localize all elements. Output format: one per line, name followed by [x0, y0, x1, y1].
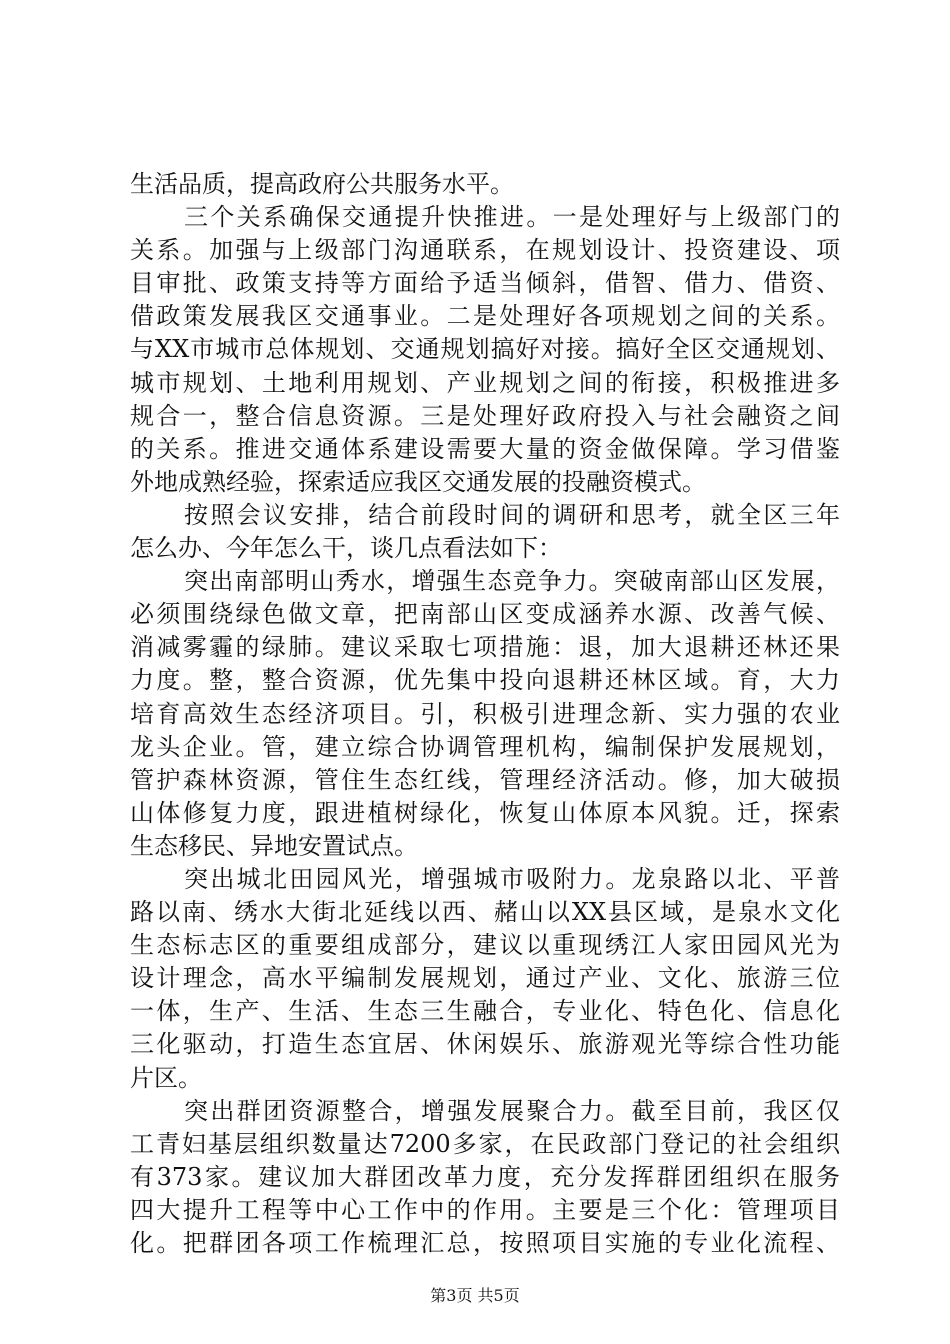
text-line: 与XX市城市总体规划、交通规划搞好对接。搞好全区交通规划、 [130, 335, 840, 364]
text-line: 片区。 [130, 1063, 202, 1092]
text-line: 规合一，整合信息资源。三是处理好政府投入与社会融资之间 [130, 401, 840, 430]
text-line: 山体修复力度，跟进植树绿化，恢复山体原本风貌。迁，探索 [130, 798, 840, 827]
text-line: 生态移民、异地安置试点。 [130, 831, 418, 860]
text-line: 借政策发展我区交通事业。二是处理好各项规划之间的关系。 [130, 302, 840, 331]
text-line: 设计理念，高水平编制发展规划，通过产业、文化、旅游三位 [130, 964, 840, 993]
text-line: 生态标志区的重要组成部分，建议以重现绣江人家田园风光为 [130, 931, 840, 960]
paragraph [130, 499, 840, 565]
text-line: 目审批、政策支持等方面给予适当倾斜，借智、借力、借资、 [130, 269, 840, 298]
text-line: 关系。加强与上级部门沟通联系，在规划设计、投资建设、项 [130, 236, 840, 265]
text-line: 有373家。建议加大群团改革力度，充分发挥群团组织在服务 [130, 1162, 840, 1191]
page-footer: 第3页 共5页 [430, 1286, 520, 1305]
text-line: 四大提升工程等中心工作中的作用。主要是三个化：管理项目 [130, 1195, 840, 1224]
text-line: 城市规划、土地利用规划、产业规划之间的衔接，积极推进多 [130, 368, 840, 397]
text-line: 消减雾霾的绿肺。建议采取七项措施：退，加大退耕还林还果 [130, 633, 840, 662]
text-line: 必须围绕绿色做文章，把南部山区变成涵养水源、改善气候、 [130, 600, 840, 629]
text-line: 管护森林资源，管住生态红线，管理经济活动。修，加大破损 [130, 765, 840, 794]
paragraph [130, 863, 840, 1095]
text-line: 化。把群团各项工作梳理汇总，按照项目实施的专业化流程、 [130, 1229, 840, 1257]
text-line: 三化驱动，打造生态宜居、休闲娱乐、旅游观光等综合性功能 [130, 1030, 840, 1059]
body-text [130, 168, 840, 1260]
text-line: 外地成熟经验，探索适应我区交通发展的投融资模式。 [130, 467, 706, 496]
text-line: 生活品质，提高政府公共服务水平。 [130, 170, 514, 198]
text-line: 一体，生产、生活、生态三生融合，专业化、特色化、信息化 [130, 997, 840, 1026]
paragraph [130, 201, 840, 499]
text-line: 龙头企业。管，建立综合协调管理机构，编制保护发展规划， [130, 732, 840, 761]
paragraph [130, 1095, 840, 1260]
paragraph [130, 565, 840, 863]
text-line: 突出南部明山秀水，增强生态竞争力。突破南部山区发展， [184, 567, 840, 596]
text-line: 按照会议安排，结合前段时间的调研和思考，就全区三年 [184, 500, 840, 529]
text-line: 突出城北田园风光，增强城市吸附力。龙泉路以北、平普 [184, 864, 840, 893]
text-line: 工青妇基层组织数量达7200多家，在民政部门登记的社会组织 [130, 1129, 840, 1158]
text-line: 突出群团资源整合，增强发展聚合力。截至目前，我区仅 [184, 1096, 840, 1125]
text-line: 三个关系确保交通提升快推进。一是处理好与上级部门的 [184, 203, 840, 232]
text-line: 路以南、绣水大街北延线以西、赭山以XX县区域，是泉水文化 [130, 898, 840, 927]
text-line: 的关系。推进交通体系建设需要大量的资金做保障。学习借鉴 [130, 434, 840, 463]
text-line: 力度。整，整合资源，优先集中投向退耕还林区域。育，大力 [130, 666, 840, 695]
paragraph [130, 168, 840, 201]
text-line: 怎么办、今年怎么干，谈几点看法如下： [130, 534, 562, 563]
text-line: 培育高效生态经济项目。引，积极引进理念新、实力强的农业 [130, 699, 840, 728]
